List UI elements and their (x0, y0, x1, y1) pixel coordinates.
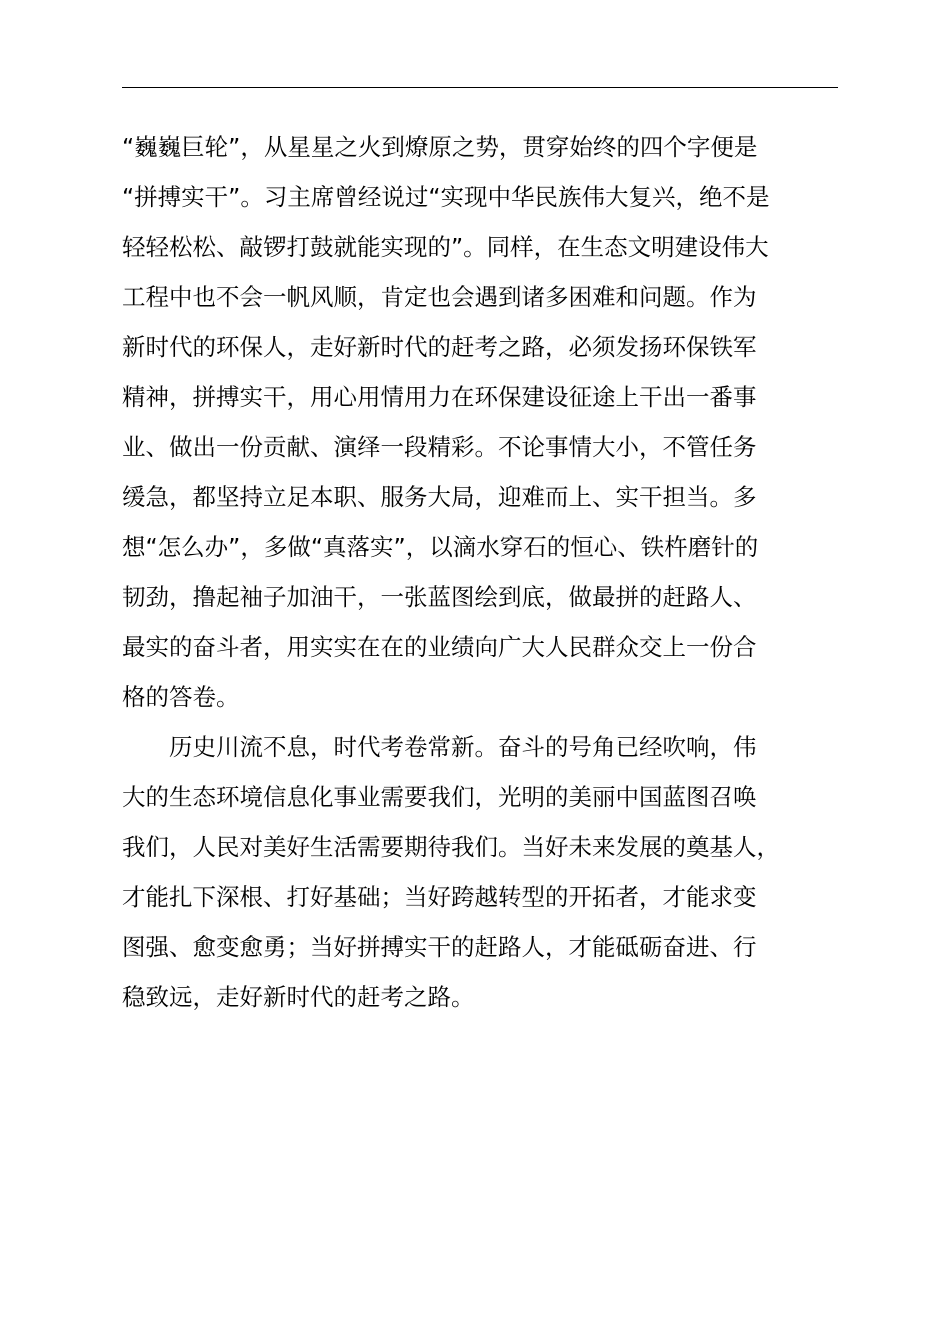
text-line: 稳致远，走好新时代的赶考之路。 (122, 983, 475, 1011)
paragraph-2 (122, 722, 838, 1022)
header-divider (122, 87, 838, 88)
document-body (122, 122, 838, 1022)
text-line: 轻轻松松、敲锣打鼓就能实现的”。同样，在生态文明建设伟大 (122, 233, 769, 261)
text-line: 我们，人民对美好生活需要期待我们。当好未来发展的奠基人， (122, 833, 780, 861)
text-line: 格的答卷。 (122, 683, 240, 711)
text-line: 想“怎么办”，多做“真落实”，以滴水穿石的恒心、铁杵磨针的 (122, 533, 759, 561)
text-line: 最实的奋斗者，用实实在在的业绩向广大人民群众交上一份合 (122, 633, 757, 661)
text-line: 新时代的环保人，走好新时代的赶考之路，必须发扬环保铁军 (122, 333, 757, 361)
paragraph-1 (122, 122, 838, 722)
text-line: 韧劲，撸起袖子加油干，一张蓝图绘到底，做最拼的赶路人、 (122, 583, 757, 611)
text-line: 精神，拼搏实干，用心用情用力在环保建设征途上干出一番事 (122, 383, 757, 411)
text-line: “拼搏实干”。习主席曾经说过“实现中华民族伟大复兴，绝不是 (122, 183, 770, 211)
text-line: “巍巍巨轮”，从星星之火到燎原之势，贯穿始终的四个字便是 (122, 133, 758, 161)
text-line: 才能扎下深根、打好基础；当好跨越转型的开拓者，才能求变 (122, 883, 757, 911)
text-line: 图强、愈变愈勇；当好拼搏实干的赶路人，才能砥砺奋进、行 (122, 933, 757, 961)
text-line: 历史川流不息，时代考卷常新。奋斗的号角已经吹响，伟 (169, 733, 757, 761)
text-line: 大的生态环境信息化事业需要我们，光明的美丽中国蓝图召唤 (122, 783, 757, 811)
text-line: 工程中也不会一帆风顺，肯定也会遇到诸多困难和问题。作为 (122, 283, 757, 311)
text-line: 缓急，都坚持立足本职、服务大局，迎难而上、实干担当。多 (122, 483, 757, 511)
text-line: 业、做出一份贡献、演绎一段精彩。不论事情大小，不管任务 (122, 433, 757, 461)
